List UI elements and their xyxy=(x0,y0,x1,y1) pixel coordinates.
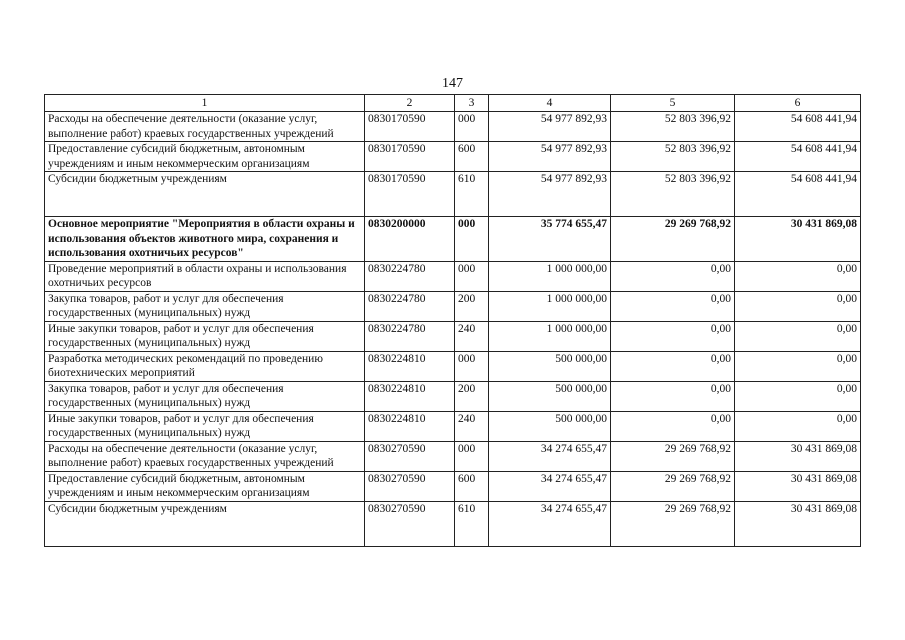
row-name-cell: Субсидии бюджетным учреждениям xyxy=(45,501,365,546)
row-value-2-cell: 52 803 396,92 xyxy=(611,142,735,172)
table-row xyxy=(45,381,861,411)
row-code-cell: 0830224780 xyxy=(365,261,455,291)
row-name-cell: Иные закупки товаров, работ и услуг для обеспечения государственных (муниципальных) нужд xyxy=(45,321,365,351)
row-code-cell: 0830224810 xyxy=(365,411,455,441)
row-name-cell: Закупка товаров, работ и услуг для обеспечения государственных (муниципальных) нужд xyxy=(45,291,365,321)
row-name-cell: Проведение мероприятий в области охраны и использования охотничьих ресурсов xyxy=(45,261,365,291)
header-cell: 3 xyxy=(455,95,489,112)
row-name-cell: Закупка товаров, работ и услуг для обеспечения государственных (муниципальных) нужд xyxy=(45,381,365,411)
row-value-3-cell: 54 608 441,94 xyxy=(735,142,861,172)
row-value-1-cell: 500 000,00 xyxy=(489,411,611,441)
row-kind-cell: 240 xyxy=(455,321,489,351)
row-kind-cell: 200 xyxy=(455,381,489,411)
row-kind-cell: 240 xyxy=(455,411,489,441)
row-kind-cell: 000 xyxy=(455,261,489,291)
header-cell: 4 xyxy=(489,95,611,112)
row-code-cell: 0830270590 xyxy=(365,471,455,501)
table-row xyxy=(45,172,861,217)
row-name-cell: Расходы на обеспечение деятельности (оказание услуг, выполнение работ) краевых государственных учреждений xyxy=(45,441,365,471)
row-value-3-cell: 30 431 869,08 xyxy=(735,217,861,262)
row-value-3-cell: 0,00 xyxy=(735,411,861,441)
row-kind-cell: 200 xyxy=(455,291,489,321)
row-value-1-cell: 500 000,00 xyxy=(489,351,611,381)
table-row xyxy=(45,351,861,381)
row-name-cell: Расходы на обеспечение деятельности (оказание услуг, выполнение работ) краевых государственных учреждений xyxy=(45,112,365,142)
row-kind-cell: 600 xyxy=(455,142,489,172)
row-value-3-cell: 0,00 xyxy=(735,321,861,351)
row-value-1-cell: 54 977 892,93 xyxy=(489,142,611,172)
row-value-1-cell: 1 000 000,00 xyxy=(489,321,611,351)
row-value-2-cell: 0,00 xyxy=(611,411,735,441)
header-cell: 2 xyxy=(365,95,455,112)
table-row xyxy=(45,441,861,471)
row-value-1-cell: 35 774 655,47 xyxy=(489,217,611,262)
row-value-2-cell: 0,00 xyxy=(611,321,735,351)
table-row xyxy=(45,142,861,172)
row-value-2-cell: 0,00 xyxy=(611,291,735,321)
row-kind-cell: 600 xyxy=(455,471,489,501)
row-value-2-cell: 52 803 396,92 xyxy=(611,172,735,217)
table-row xyxy=(45,501,861,546)
row-value-3-cell: 0,00 xyxy=(735,291,861,321)
row-code-cell: 0830224810 xyxy=(365,381,455,411)
row-value-2-cell: 29 269 768,92 xyxy=(611,501,735,546)
row-kind-cell: 000 xyxy=(455,351,489,381)
row-kind-cell: 610 xyxy=(455,501,489,546)
table-row xyxy=(45,291,861,321)
row-value-2-cell: 29 269 768,92 xyxy=(611,441,735,471)
row-value-2-cell: 29 269 768,92 xyxy=(611,217,735,262)
row-value-3-cell: 0,00 xyxy=(735,381,861,411)
header-cell: 6 xyxy=(735,95,861,112)
row-value-1-cell: 500 000,00 xyxy=(489,381,611,411)
row-kind-cell: 610 xyxy=(455,172,489,217)
row-value-1-cell: 34 274 655,47 xyxy=(489,441,611,471)
page-number: 147 xyxy=(442,76,463,91)
table-row xyxy=(45,471,861,501)
row-code-cell: 0830224780 xyxy=(365,291,455,321)
row-value-3-cell: 30 431 869,08 xyxy=(735,441,861,471)
row-value-1-cell: 34 274 655,47 xyxy=(489,501,611,546)
row-name-cell: Предоставление субсидий бюджетным, автономным учреждениям и иным некоммерческим организациям xyxy=(45,142,365,172)
header-row xyxy=(45,95,861,112)
row-value-1-cell: 1 000 000,00 xyxy=(489,291,611,321)
row-code-cell: 0830270590 xyxy=(365,501,455,546)
row-code-cell: 0830170590 xyxy=(365,112,455,142)
budget-table xyxy=(44,94,861,547)
row-code-cell: 0830200000 xyxy=(365,217,455,262)
header-cell: 5 xyxy=(611,95,735,112)
row-value-1-cell: 34 274 655,47 xyxy=(489,471,611,501)
row-value-2-cell: 29 269 768,92 xyxy=(611,471,735,501)
row-value-2-cell: 52 803 396,92 xyxy=(611,112,735,142)
row-value-2-cell: 0,00 xyxy=(611,351,735,381)
row-code-cell: 0830170590 xyxy=(365,142,455,172)
table-row xyxy=(45,112,861,142)
row-value-2-cell: 0,00 xyxy=(611,261,735,291)
row-value-3-cell: 0,00 xyxy=(735,351,861,381)
row-value-1-cell: 54 977 892,93 xyxy=(489,172,611,217)
row-code-cell: 0830270590 xyxy=(365,441,455,471)
row-name-cell: Субсидии бюджетным учреждениям xyxy=(45,172,365,217)
row-value-3-cell: 54 608 441,94 xyxy=(735,172,861,217)
table-row xyxy=(45,261,861,291)
row-value-2-cell: 0,00 xyxy=(611,381,735,411)
row-code-cell: 0830224780 xyxy=(365,321,455,351)
table-row xyxy=(45,217,861,262)
row-value-1-cell: 1 000 000,00 xyxy=(489,261,611,291)
row-value-1-cell: 54 977 892,93 xyxy=(489,112,611,142)
table-row xyxy=(45,321,861,351)
row-kind-cell: 000 xyxy=(455,217,489,262)
row-code-cell: 0830224810 xyxy=(365,351,455,381)
row-name-cell: Разработка методических рекомендаций по проведению биотехнических мероприятий xyxy=(45,351,365,381)
row-value-3-cell: 0,00 xyxy=(735,261,861,291)
row-name-cell: Основное мероприятие "Мероприятия в области охраны и использования объектов животного мира, сохранения и использования охотничьих ресурсов" xyxy=(45,217,365,262)
row-code-cell: 0830170590 xyxy=(365,172,455,217)
row-kind-cell: 000 xyxy=(455,441,489,471)
row-value-3-cell: 30 431 869,08 xyxy=(735,471,861,501)
table-row xyxy=(45,411,861,441)
header-cell: 1 xyxy=(45,95,365,112)
row-value-3-cell: 54 608 441,94 xyxy=(735,112,861,142)
row-name-cell: Предоставление субсидий бюджетным, автономным учреждениям и иным некоммерческим организациям xyxy=(45,471,365,501)
row-name-cell: Иные закупки товаров, работ и услуг для обеспечения государственных (муниципальных) нужд xyxy=(45,411,365,441)
row-kind-cell: 000 xyxy=(455,112,489,142)
row-value-3-cell: 30 431 869,08 xyxy=(735,501,861,546)
